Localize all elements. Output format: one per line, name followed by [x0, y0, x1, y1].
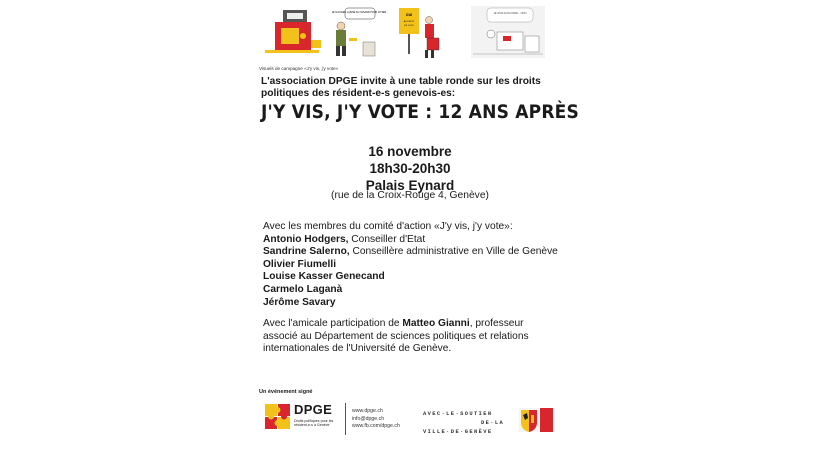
- member-row: [263, 284, 558, 297]
- member-role: Conseiller d'Etat: [348, 233, 426, 245]
- member-name: Antonio Hodgers,: [263, 233, 349, 245]
- event-date: 16 novembre: [368, 144, 452, 159]
- svg-text:OUI: OUI: [405, 13, 413, 17]
- members-intro: Avec les membres du comité d'action «J'y vis, j'y vote»:: [263, 221, 513, 232]
- event-headline: J'Y VIS, J'Y VOTE : 12 ANS APRÈS: [261, 101, 580, 123]
- dpge-logo-subtitle: Droits politiques pour les résident-e-s à Genève: [294, 419, 334, 428]
- svg-text:AU DROIT: AU DROIT: [403, 21, 415, 23]
- speech-bubble-text-1: JE N'AI RIEN LAISSÉ AU HASARD POUR VOTER...: [331, 11, 389, 14]
- facebook-link[interactable]: www.fb.com/dpge.ch: [352, 423, 400, 430]
- cartoon-voting-booth: [471, 6, 545, 58]
- geneva-coat-of-arms-icon: [519, 406, 553, 434]
- signed-label: Un événement signé: [259, 389, 313, 395]
- support-line: AVEC·LE·SOUTIEN: [423, 411, 493, 417]
- footer-divider: [345, 403, 346, 435]
- member-row: [263, 234, 558, 247]
- email-link[interactable]: info@dpge.ch: [352, 415, 385, 422]
- dpge-logo-title: DPGE: [294, 402, 333, 417]
- event-place: Palais Eynard: [365, 178, 455, 193]
- support-line: DE·LA: [481, 419, 505, 426]
- flyer: [257, 0, 580, 450]
- committee-members: [263, 221, 558, 309]
- participation-paragraph: [263, 318, 559, 356]
- member-name: Carmelo Laganà: [263, 283, 343, 295]
- city-support-text: [423, 410, 504, 436]
- participation-after: , professeur associé au Département de sciences politiques et relations internationales de l'Université de Genève.: [263, 318, 529, 355]
- member-name: Olivier Fiumelli: [263, 258, 337, 270]
- contact-links: [352, 408, 400, 431]
- support-line: VILLE·DE·GENÈVE: [423, 428, 493, 435]
- cartoon-ballot-machine: [265, 10, 321, 53]
- svg-text:JE SUIS D'ACCORD... NON: JE SUIS D'ACCORD... NON: [493, 12, 527, 15]
- member-row: [263, 259, 558, 272]
- campaign-caption: Visuels de campagne «J'y vis, j'y vote»: [259, 66, 339, 71]
- member-row: [263, 246, 558, 259]
- participation-before: Avec l'amicale participation de: [263, 318, 403, 329]
- event-time: 18h30-20h30: [369, 161, 451, 176]
- cartoon-oui-sign: [399, 8, 439, 58]
- campaign-cartoons: [259, 2, 559, 64]
- member-row: [263, 271, 558, 284]
- svg-text:DE VOTE: DE VOTE: [404, 25, 414, 27]
- participant-name: Matteo Gianni: [402, 318, 470, 329]
- cartoon-voter: [332, 8, 389, 56]
- event-address: (rue de la Croix-Rouge 4, Genève): [331, 190, 489, 201]
- intro-text: L'association DPGE invite à une table ronde sur les droits politiques des résident-e-s genevois-es:: [261, 76, 541, 99]
- member-name: Louise Kasser Genecand: [263, 271, 385, 283]
- website-link[interactable]: www.dpge.ch: [352, 408, 383, 414]
- member-row: [263, 297, 558, 310]
- member-name: Jérôme Savary: [263, 296, 336, 308]
- member-name: Sandrine Salerno,: [263, 246, 350, 258]
- event-details: [257, 143, 563, 194]
- member-role: Conseillère administrative en Ville de Genève: [349, 246, 558, 258]
